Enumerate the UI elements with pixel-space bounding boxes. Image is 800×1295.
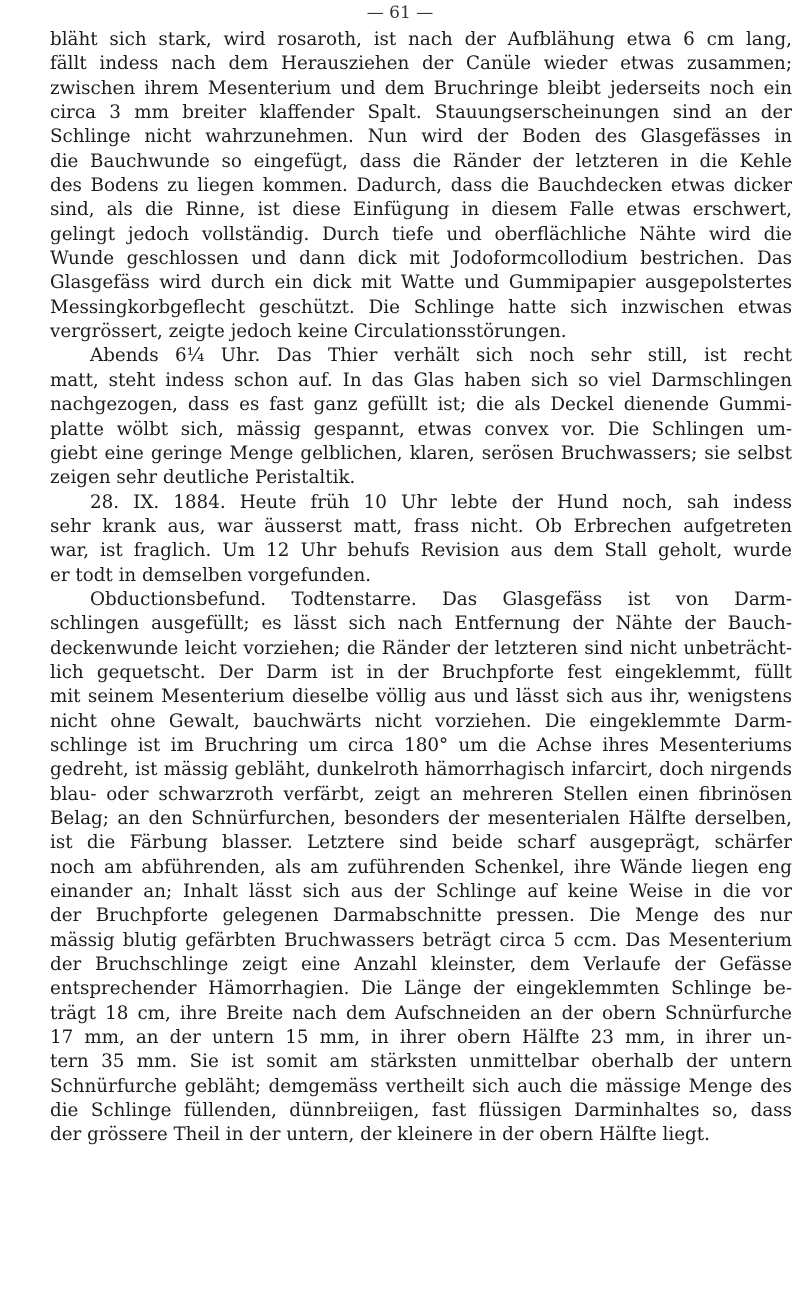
text-line: tern 35 mm. Sie ist somit am stärksten unmittelbar oberhalb der untern [50,1051,792,1073]
page-number: — 61 — [366,3,434,23]
text-line: nachgezogen, dass es fast ganz gefüllt ist; die als Deckel dienende Gummi- [50,394,792,416]
text-line: Obductionsbefund. Todtenstarre. Das Glasgefäss ist von Darm- [90,588,792,610]
text-line: Belag; an den Schnürfurchen, besonders der mesenterialen Hälfte derselben, [50,808,792,829]
text-line: gelingt jedoch vollständig. Durch tiefe und oberflächliche Nähte wird die [50,223,792,245]
text-line: Wunde geschlossen und dann dick mit Jodoformcollodium bestrichen. Das [50,248,792,270]
text-line: schlinge ist im Bruchring um circa 180° um die Achse ihres Mesenteriums [50,734,792,756]
text-line: matt, steht indess schon auf. In das Glas haben sich so viel Darmschlingen [50,369,792,391]
text-line: fällt indess nach dem Herausziehen der Canüle wieder etwas zusammen; [50,53,792,75]
text-line: mässig blutig gefärbten Bruchwassers beträgt circa 5 ccm. Das Mesenterium [50,929,792,951]
text-line: sehr krank aus, war äusserst matt, frass nicht. Ob Erbrechen aufgetreten [50,515,792,537]
text-line: die Schlinge füllenden, dünnbreiigen, fast flüssigen Darminhaltes so, dass [50,1100,792,1122]
text-line: gedreht, ist mässig gebläht, dunkelroth hämorrhagisch infarcirt, doch nirgends [50,759,792,781]
text-line: sind, als die Rinne, ist diese Einfügung in diesem Falle etwas erschwert, [50,199,792,221]
text-line: trägt 18 cm, ihre Breite nach dem Aufschneiden an der obern Schnürfurche [50,1002,792,1024]
text-line: Messingkorbgeflecht geschützt. Die Schlinge hatte sich inzwischen etwas [50,296,792,318]
text-line: der Bruchschlinge zeigt eine Anzahl kleinster, dem Verlaufe der Gefässe [50,954,792,976]
text-line: giebt eine geringe Menge gelblichen, klaren, serösen Bruchwassers; sie selbst [50,442,792,464]
text-line: noch am abführenden, als am zuführenden Schenkel, ihre Wände liegen eng [50,856,792,878]
text-line: nicht ohne Gewalt, bauchwärts nicht vorziehen. Die eingeklemmte Darm- [50,710,792,732]
text-line: circa 3 mm breiter klaffender Spalt. Stauungserscheinungen sind an der [50,102,792,124]
text-line: zwischen ihrem Mesenterium und dem Bruchringe bleibt jederseits noch ein [50,77,792,99]
body-text [50,28,792,1148]
text-line: lich gequetscht. Der Darm ist in der Bruchpforte fest eingeklemmt, füllt [50,661,792,683]
text-line: die Bauchwunde so eingefügt, dass die Ränder der letzteren in die Kehle [50,150,792,172]
text-line: platte wölbt sich, mässig gespannt, etwas convex vor. Die Schlingen um- [50,418,792,440]
text-line: Abends 6¼ Uhr. Das Thier verhält sich noch sehr still, ist recht [90,345,792,367]
text-line: mit seinem Mesenterium dieselbe völlig aus und lässt sich aus ihr, wenigstens [50,686,792,708]
text-line: 17 mm, an der untern 15 mm, in ihrer obern Hälfte 23 mm, in ihrer un- [50,1027,792,1049]
text-line: des Bodens zu liegen kommen. Dadurch, dass die Bauchdecken etwas dicker [50,175,792,197]
text-line: vergrössert, zeigte jedoch keine Circulationsstörungen. [50,321,567,343]
text-line: der grössere Theil in der untern, der kleinere in der obern Hälfte liegt. [50,1124,710,1146]
text-line: bläht sich stark, wird rosaroth, ist nach der Aufblähung etwa 6 cm lang, [50,29,792,50]
text-line: Glasgefäss wird durch ein dick mit Watte und Gummipapier ausgepolstertes [50,272,792,294]
text-line: der Bruchpforte gelegenen Darmabschnitte pressen. Die Menge des nur [50,905,792,927]
text-line: ist die Färbung blasser. Letztere sind beide scharf ausgeprägt, schärfer [50,832,792,854]
text-line: deckenwunde leicht vorziehen; die Ränder der letzteren sind nicht unbeträcht- [50,637,792,659]
text-line: Schlinge nicht wahrzunehmen. Nun wird der Boden des Glasgefässes in [50,126,792,148]
text-line: schlingen ausgefüllt; es lässt sich nach Entfernung der Nähte der Bauch- [50,613,792,635]
text-line: er todt in demselben vorgefunden. [50,564,372,586]
text-line: zeigen sehr deutliche Peristaltik. [50,467,356,489]
text-line: blau- oder schwarzroth verfärbt, zeigt an mehreren Stellen einen fibrinösen [50,783,792,805]
text-line: 28. IX. 1884. Heute früh 10 Uhr lebte der Hund noch, sah indess [90,491,792,513]
text-line: Schnürfurche gebläht; demgemäss vertheilt sich auch die mässige Menge des [50,1075,792,1097]
text-line: war, ist fraglich. Um 12 Uhr behufs Revision aus dem Stall geholt, wurde [50,540,792,562]
text-line: einander an; Inhalt lässt sich aus der Schlinge auf keine Weise in die vor [50,881,792,903]
text-line: entsprechender Hämorrhagien. Die Länge der eingeklemmten Schlinge be- [50,978,792,1000]
